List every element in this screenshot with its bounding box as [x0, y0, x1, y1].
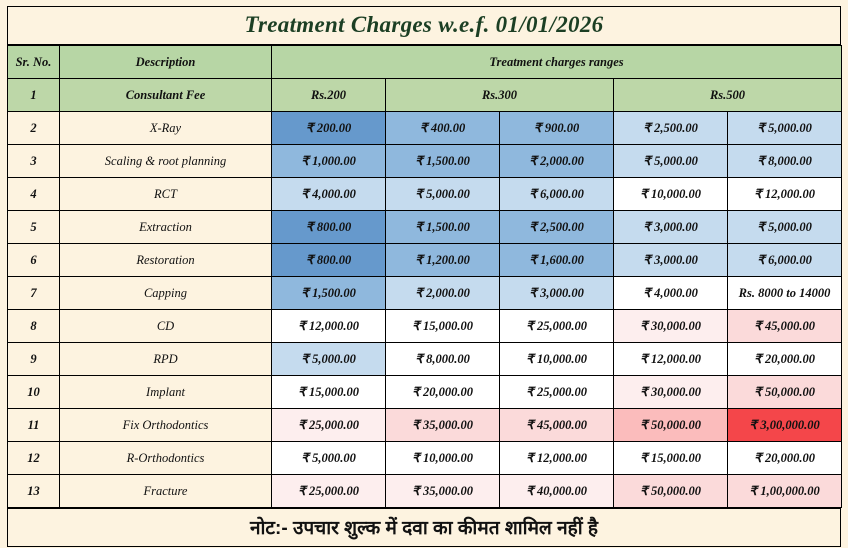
- charge-cell: ₹ 40,000.00: [500, 475, 614, 508]
- table-row: [8, 112, 842, 145]
- charge-cell: ₹ 12,000.00: [614, 343, 728, 376]
- row-description: Implant: [60, 376, 272, 409]
- charge-cell: ₹ 1,500.00: [386, 211, 500, 244]
- charge-cell: ₹ 5,000.00: [614, 145, 728, 178]
- row-sr-no: 13: [8, 475, 60, 508]
- consultant-fee-500: Rs.500: [614, 79, 842, 112]
- charge-cell: ₹ 35,000.00: [386, 475, 500, 508]
- charge-cell: ₹ 5,000.00: [272, 442, 386, 475]
- charge-cell: ₹ 50,000.00: [614, 409, 728, 442]
- consultant-fee-200: Rs.200: [272, 79, 386, 112]
- row-description: Fracture: [60, 475, 272, 508]
- row-description: RCT: [60, 178, 272, 211]
- charge-cell: ₹ 5,000.00: [386, 178, 500, 211]
- charge-cell: ₹ 1,00,000.00: [728, 475, 842, 508]
- row-description: X-Ray: [60, 112, 272, 145]
- charge-cell: ₹ 200.00: [272, 112, 386, 145]
- charge-cell: ₹ 3,000.00: [614, 211, 728, 244]
- treatment-charges-table: [7, 45, 842, 508]
- table-row: [8, 244, 842, 277]
- charge-cell: ₹ 3,000.00: [614, 244, 728, 277]
- row-description: Capping: [60, 277, 272, 310]
- charge-cell: Rs. 8000 to 14000: [728, 277, 842, 310]
- column-header-description: Description: [60, 46, 272, 79]
- charge-cell: ₹ 2,500.00: [500, 211, 614, 244]
- row-sr-no: 5: [8, 211, 60, 244]
- charge-cell: ₹ 10,000.00: [386, 442, 500, 475]
- consultant-fee-300: Rs.300: [386, 79, 614, 112]
- charge-cell: ₹ 25,000.00: [500, 310, 614, 343]
- charge-cell: ₹ 30,000.00: [614, 376, 728, 409]
- charge-cell: ₹ 8,000.00: [386, 343, 500, 376]
- charge-cell: ₹ 4,000.00: [614, 277, 728, 310]
- row-sr-no: 10: [8, 376, 60, 409]
- charge-cell: ₹ 2,000.00: [386, 277, 500, 310]
- charge-cell: ₹ 15,000.00: [386, 310, 500, 343]
- row-description: Restoration: [60, 244, 272, 277]
- table-body: [8, 46, 842, 508]
- table-row-consultant-fee: [8, 79, 842, 112]
- table-row: [8, 145, 842, 178]
- table-row: [8, 442, 842, 475]
- charge-cell: ₹ 5,000.00: [728, 112, 842, 145]
- row-description: Consultant Fee: [60, 79, 272, 112]
- charge-cell: ₹ 25,000.00: [272, 409, 386, 442]
- charge-cell: ₹ 12,000.00: [500, 442, 614, 475]
- charge-cell: ₹ 45,000.00: [500, 409, 614, 442]
- row-sr-no: 9: [8, 343, 60, 376]
- charge-cell: ₹ 5,000.00: [728, 211, 842, 244]
- charge-cell: ₹ 3,00,000.00: [728, 409, 842, 442]
- row-sr-no: 8: [8, 310, 60, 343]
- table-row: [8, 376, 842, 409]
- table-row: [8, 277, 842, 310]
- charge-cell: ₹ 20,000.00: [728, 343, 842, 376]
- charge-cell: ₹ 2,000.00: [500, 145, 614, 178]
- row-sr-no: 7: [8, 277, 60, 310]
- charge-cell: ₹ 30,000.00: [614, 310, 728, 343]
- row-sr-no: 1: [8, 79, 60, 112]
- row-description: Fix Orthodontics: [60, 409, 272, 442]
- row-description: Extraction: [60, 211, 272, 244]
- row-sr-no: 11: [8, 409, 60, 442]
- charge-cell: ₹ 1,200.00: [386, 244, 500, 277]
- table-row: [8, 211, 842, 244]
- charge-cell: ₹ 1,600.00: [500, 244, 614, 277]
- row-sr-no: 6: [8, 244, 60, 277]
- row-description: RPD: [60, 343, 272, 376]
- table-row: [8, 343, 842, 376]
- charge-cell: ₹ 15,000.00: [614, 442, 728, 475]
- charge-cell: ₹ 1,000.00: [272, 145, 386, 178]
- charge-cell: ₹ 800.00: [272, 211, 386, 244]
- charge-cell: ₹ 12,000.00: [272, 310, 386, 343]
- charge-cell: ₹ 35,000.00: [386, 409, 500, 442]
- charge-cell: ₹ 12,000.00: [728, 178, 842, 211]
- charge-cell: ₹ 50,000.00: [614, 475, 728, 508]
- charge-cell: ₹ 800.00: [272, 244, 386, 277]
- column-header-ranges: Treatment charges ranges: [272, 46, 842, 79]
- page-title: Treatment Charges w.e.f. 01/01/2026: [7, 6, 841, 45]
- row-sr-no: 3: [8, 145, 60, 178]
- row-sr-no: 4: [8, 178, 60, 211]
- charge-cell: ₹ 400.00: [386, 112, 500, 145]
- charge-cell: ₹ 8,000.00: [728, 145, 842, 178]
- row-sr-no: 2: [8, 112, 60, 145]
- table-row: [8, 409, 842, 442]
- charge-cell: ₹ 6,000.00: [728, 244, 842, 277]
- charge-cell: ₹ 5,000.00: [272, 343, 386, 376]
- charge-cell: ₹ 25,000.00: [272, 475, 386, 508]
- note-bar: नोट:- उपचार शुल्क में दवा का कीमत शामिल नहीं है: [7, 508, 841, 547]
- table-row: [8, 475, 842, 508]
- table-header-row: [8, 46, 842, 79]
- table-row: [8, 178, 842, 211]
- charge-cell: ₹ 2,500.00: [614, 112, 728, 145]
- charge-cell: ₹ 3,000.00: [500, 277, 614, 310]
- table-row: [8, 310, 842, 343]
- row-description: CD: [60, 310, 272, 343]
- charge-cell: ₹ 4,000.00: [272, 178, 386, 211]
- charge-cell: ₹ 45,000.00: [728, 310, 842, 343]
- charge-cell: ₹ 50,000.00: [728, 376, 842, 409]
- charge-cell: ₹ 20,000.00: [386, 376, 500, 409]
- charge-cell: ₹ 10,000.00: [614, 178, 728, 211]
- charge-cell: ₹ 10,000.00: [500, 343, 614, 376]
- charge-cell: ₹ 6,000.00: [500, 178, 614, 211]
- charge-cell: ₹ 900.00: [500, 112, 614, 145]
- charge-cell: ₹ 1,500.00: [386, 145, 500, 178]
- column-header-sr-no: Sr. No.: [8, 46, 60, 79]
- row-description: Scaling & root planning: [60, 145, 272, 178]
- charge-cell: ₹ 25,000.00: [500, 376, 614, 409]
- charge-cell: ₹ 20,000.00: [728, 442, 842, 475]
- charge-cell: ₹ 15,000.00: [272, 376, 386, 409]
- row-description: R-Orthodontics: [60, 442, 272, 475]
- charge-cell: ₹ 1,500.00: [272, 277, 386, 310]
- row-sr-no: 12: [8, 442, 60, 475]
